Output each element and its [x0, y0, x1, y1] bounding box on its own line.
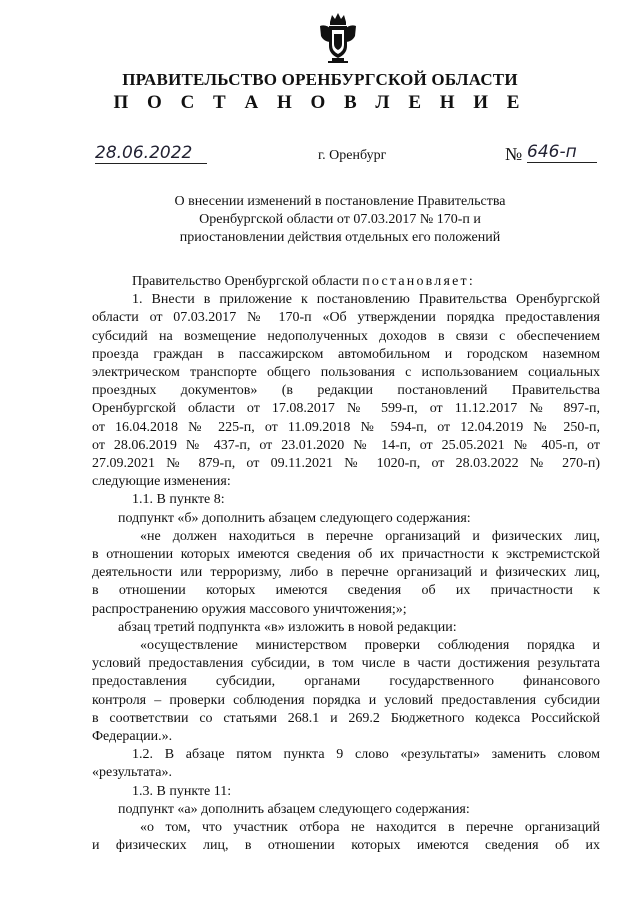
- body-line: [92, 437, 600, 455]
- body-line-text: 1. Внести в приложение к постановлению Правительства Оренбургской: [132, 292, 600, 308]
- body-line: [92, 710, 600, 728]
- body-line-text: проездных документов» (в редакции постановлений Правительства: [92, 383, 600, 399]
- body-line-text: от 28.06.2019 № 437-п, от 23.01.2020 № 14-п, от 25.05.2021 № 405-п, от: [92, 437, 600, 453]
- body-line: [92, 783, 600, 801]
- body-line-text: 1.3. В пункте 11:: [132, 783, 232, 799]
- body-line: [92, 473, 600, 491]
- body-line-text: условий предоставления субсидии, в том числе в части достижения результата: [92, 656, 600, 672]
- body-line-text: 1.2. В абзаце пятом пункта 9 слово «результаты» заменить словом: [132, 747, 600, 763]
- body-line-text: подпункт «а» дополнить абзацем следующего содержания:: [118, 801, 470, 817]
- body-line: [92, 637, 600, 655]
- document-type: П О С Т А Н О В Л Е Н И Е: [113, 92, 527, 113]
- handwritten-date: 28.06.2022: [95, 143, 207, 164]
- body-line: [92, 491, 600, 509]
- body-line-text: следующие изменения:: [92, 474, 231, 490]
- body-line-text: «о том, что участник отбора не находится в перечне организаций: [140, 820, 600, 836]
- body-line: [92, 837, 600, 855]
- body-line-text: контроля – проверки соблюдения порядка и условий предоставления субсидии: [92, 692, 600, 708]
- title-line: Оренбургской области от 07.03.2017 № 170-п и: [199, 212, 481, 227]
- body-line-text: 27.09.2021 № 879-п, от 09.11.2021 № 1020-п, от 28.03.2022 № 270-п): [92, 456, 600, 472]
- coat-of-arms-icon: [318, 12, 358, 64]
- body-line: [92, 692, 600, 710]
- body-line: [92, 601, 600, 619]
- body-line-text: распространению оружия массового уничтожения;»;: [92, 601, 407, 617]
- body-line: [92, 582, 600, 600]
- document-body: [92, 273, 600, 856]
- body-line: [92, 328, 600, 346]
- body-line-text: «не должен находиться в перечне организаций и физических лиц,: [140, 528, 600, 544]
- body-line: [92, 291, 600, 309]
- body-line-text: области от 07.03.2017 № 170-п «Об утверждении порядка предоставления: [92, 310, 600, 326]
- body-line-text: абзац третий подпункта «в» изложить в новой редакции:: [118, 619, 457, 635]
- body-line-text: электрическом транспорте общего пользования с использованием социальных: [92, 365, 600, 381]
- body-line-text: Оренбургской области от 17.08.2017 № 599-п, от 11.12.2017 № 897-п,: [92, 401, 600, 417]
- body-line-text: деятельности или терроризму, либо в перечне организаций и физических лиц,: [92, 565, 600, 581]
- handwritten-number: 646-п: [527, 142, 597, 163]
- government-name: ПРАВИТЕЛЬСТВО ОРЕНБУРГСКОЙ ОБЛАСТИ: [122, 70, 518, 89]
- body-line-text: субсидий на возмещение недополученных доходов в связи с обеспечением: [92, 328, 600, 344]
- body-line-text: проезда граждан в пассажирском автомобильном и городском наземном: [92, 346, 600, 362]
- document-title: [110, 193, 570, 247]
- body-line-text: Федерации.».: [92, 729, 173, 745]
- body-line-text: в отношении которых имеются сведения об их причастности к: [92, 583, 600, 599]
- body-line-text: в отношении которых имеются сведения об их причастности к экстремистской: [92, 547, 600, 563]
- body-line: [92, 564, 600, 582]
- body-line: [92, 309, 600, 327]
- body-line: [92, 510, 600, 528]
- body-line-text: предоставления субсидии, органами государственного финансового: [92, 674, 600, 690]
- body-line: [92, 546, 600, 564]
- body-line: [92, 619, 600, 637]
- body-line-text: от 16.04.2018 № 225-п, от 11.09.2018 № 594-п, от 12.04.2019 № 250-п,: [92, 419, 600, 435]
- body-line-text: «осуществление министерством проверки соблюдения порядка и: [140, 638, 600, 654]
- body-line: [92, 455, 600, 473]
- body-line-text: Правительство Оренбургской области: [132, 274, 363, 289]
- body-line: [92, 528, 600, 546]
- spaced-word: постановляет:: [362, 274, 475, 289]
- body-line: [92, 728, 600, 746]
- body-line: [92, 364, 600, 382]
- body-line: [92, 273, 600, 291]
- title-line: О внесении изменений в постановление Правительства: [174, 194, 506, 209]
- body-line: [92, 655, 600, 673]
- body-line: [92, 746, 600, 764]
- body-line: [92, 819, 600, 837]
- body-line-text: в соответствии со статьями 268.1 и 269.2 Бюджетного кодекса Российской: [92, 710, 600, 726]
- body-line-text: 1.1. В пункте 8:: [132, 492, 225, 508]
- body-line: [92, 400, 600, 418]
- title-line: приостановлении действия отдельных его положений: [179, 230, 501, 245]
- body-line-text: и физических лиц, в отношении которых имеются сведения об их: [92, 838, 600, 854]
- body-line: [92, 419, 600, 437]
- body-line-text: «результата».: [92, 765, 172, 781]
- body-line: [92, 346, 600, 364]
- city: г. Оренбург: [318, 148, 387, 163]
- body-line: [92, 382, 600, 400]
- body-line: [92, 801, 600, 819]
- body-line-text: подпункт «б» дополнить абзацем следующего содержания:: [118, 510, 471, 526]
- body-line: [92, 764, 600, 782]
- number-label: №: [505, 144, 523, 164]
- body-line: [92, 673, 600, 691]
